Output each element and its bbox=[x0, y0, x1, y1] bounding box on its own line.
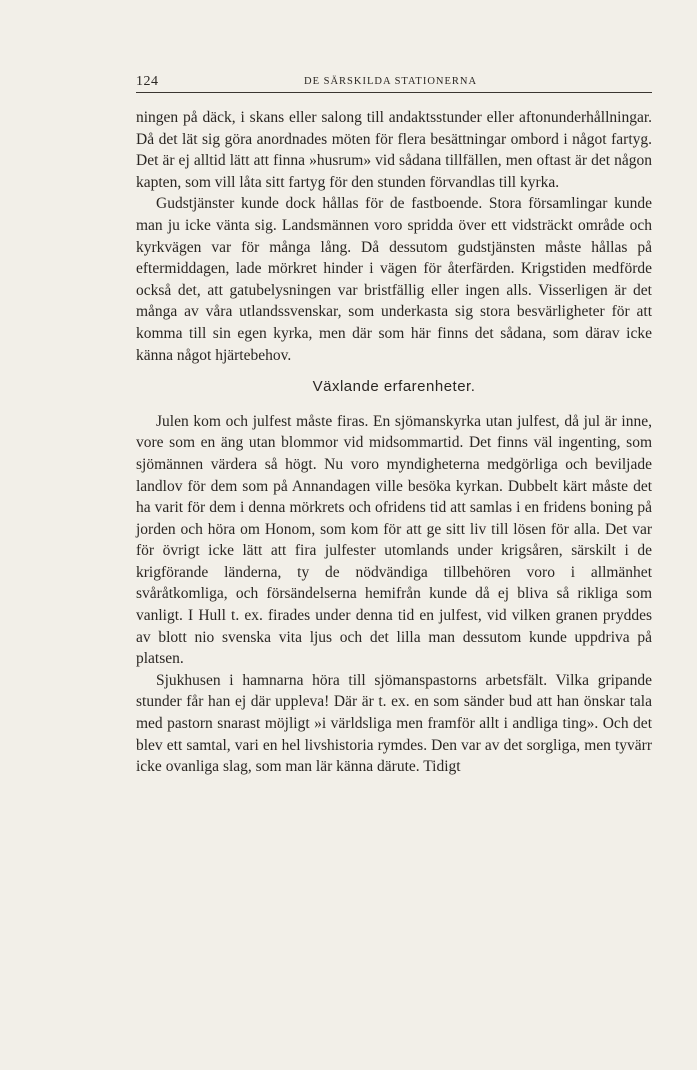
section-heading: Växlande erfarenheter. bbox=[312, 378, 476, 396]
page-header bbox=[136, 74, 652, 93]
paragraph: Julen kom och julfest måste firas. En sjömanskyrka utan julfest, då jul är inne, vore som en äng utan blommor vid midsommartid. Det finns väl ingenting, som sjömännen värdera så högt. Nu voro myndigheterna medgörliga och beviljade landlov för dem som på Annandagen ville besöka kyrkan. Dubbelt kärt måste det ha varit för dem i denna mörkrets och ofridens tid att samlas i en fridens boning på jorden och höra om Honom, som kom för att ge sitt liv till lösen för alla. Det var för övrigt icke lätt att fira julfester utomlands under krigsåren, särskilt i de krigförande länderna, ty de nödvändiga tillbehören voro i allmänhet svåråtkomliga, och försändelserna hemifrån kunde då ej bliva så rikliga som vanligt. I Hull t. ex. firades under denna tid en julfest, vid vilken granen pryddes av blott nio svenska vita ljus och det lilla man dessutom kunde uppdriva på platsen. bbox=[136, 412, 652, 668]
paragraph: ningen på däck, i skans eller salong till andaktsstunder eller aftonunderhållningar. Då det lät sig göra anordnades möten för flera besättningar ombord i något fartyg. Det är ej alltid lätt att finna »husrum» vid sådana tillfällen, men oftast är det någon kapten, som vill låta sitt fartyg för den stunden förvandlas till kyrka. bbox=[136, 109, 652, 191]
running-head: DE SÄRSKILDA STATIONERNA bbox=[304, 76, 478, 87]
page-body bbox=[136, 107, 652, 778]
paragraph: Sjukhusen i hamnarna höra till sjömanspastorns arbetsfält. Vilka gripande stunder får han ej där uppleva! Där är t. ex. en som sänder bud att han önskar tala med pastorn snarast möjligt »i världsliga men framför allt i andliga ting». Och det blev ett samtal, vari en hel livshistoria rymdes. Den var av det sorgliga, men tyvärr icke ovanliga slag, som man lär känna därute. Tidigt bbox=[136, 671, 652, 776]
page-number: 124 bbox=[136, 74, 159, 89]
paragraph: Gudstjänster kunde dock hållas för de fastboende. Stora församlingar kunde man ju icke vänta sig. Landsmännen voro spridda över ett vidsträckt område och kyrkvägen var för många lång. Då dessutom gudstjänsten måste hållas på eftermiddagen, lade mörkret hinder i vägen för återfärden. Krigstiden medförde också det, att gatubelysningen var bristfällig eller ingen alls. Visserligen är det många av våra utlandssvenskar, som underkasta sig stora besvärligheter för att komma till sin egen kyrka, men där som här finns det sådana, som därav icke känna något hjärtebehov. bbox=[136, 195, 652, 364]
